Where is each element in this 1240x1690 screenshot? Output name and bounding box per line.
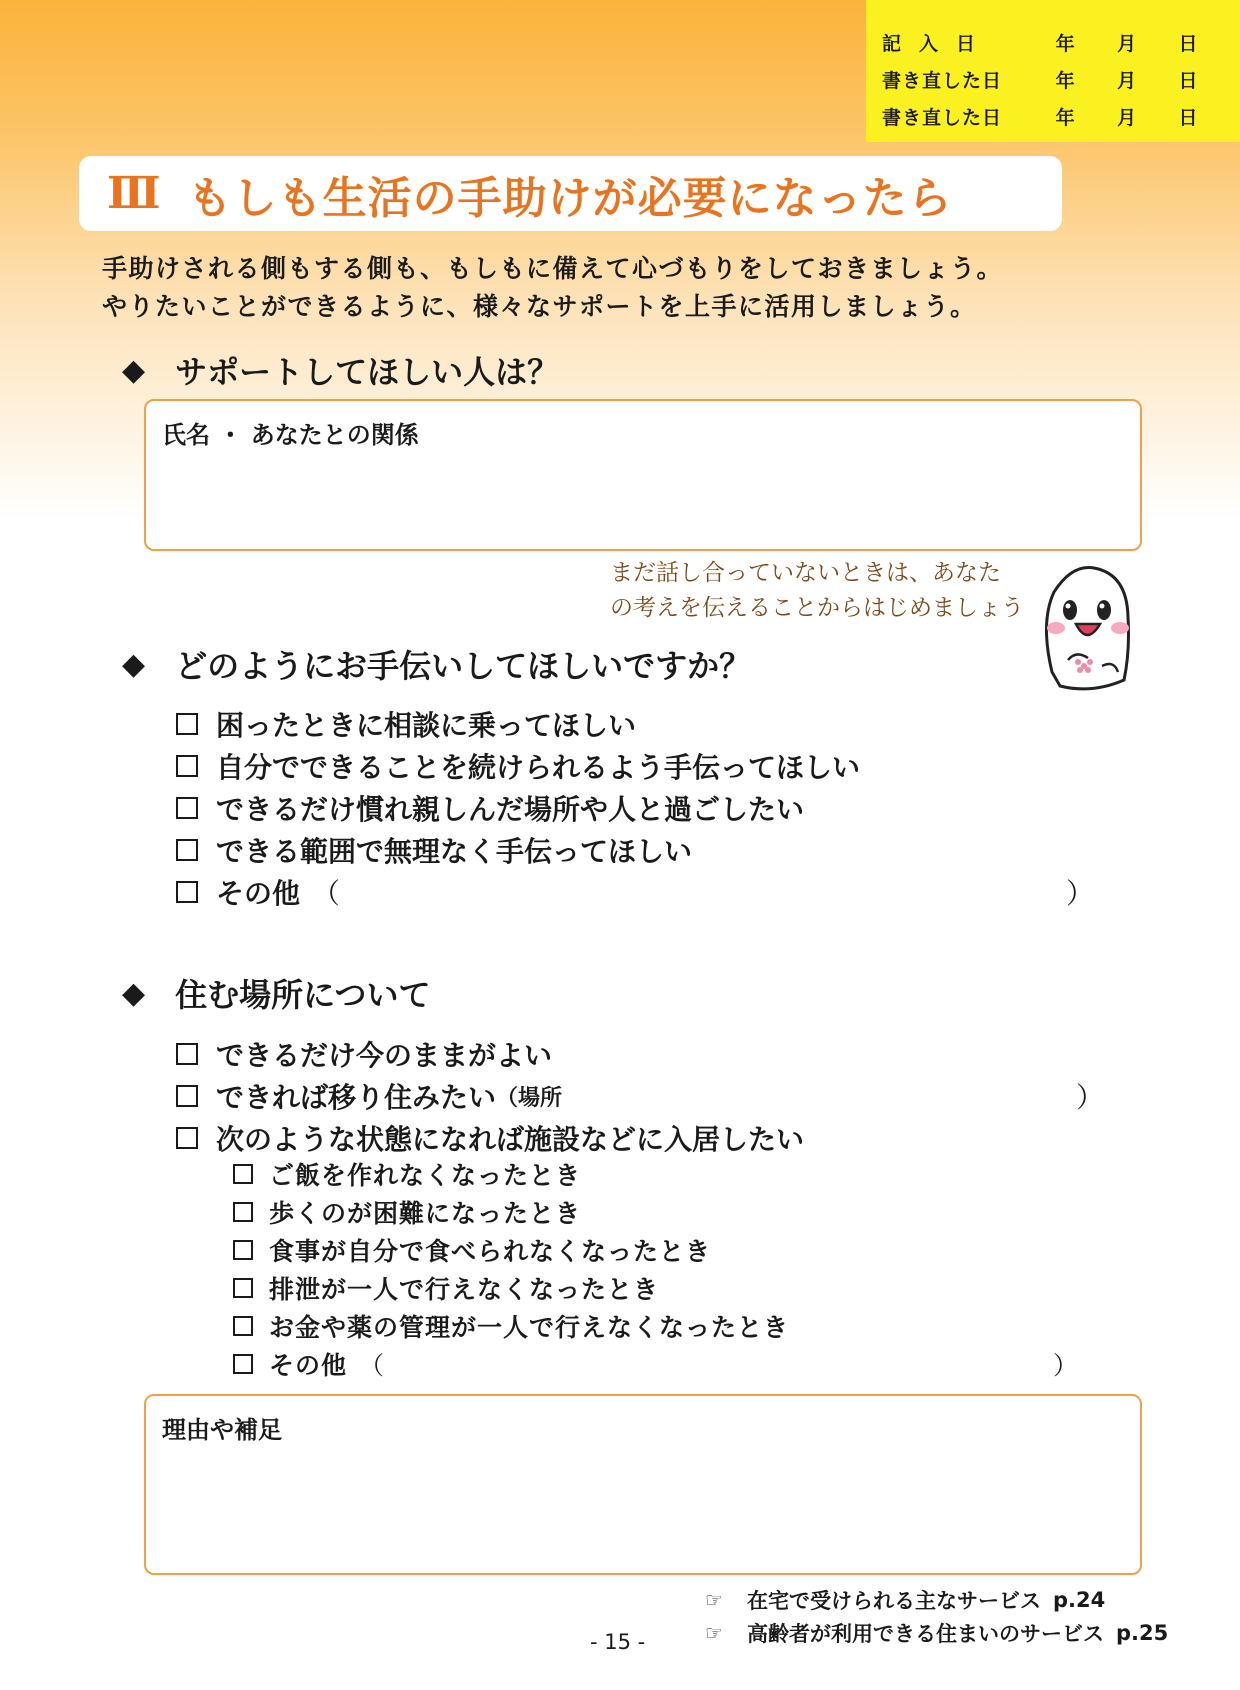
date-entry-box [866, 0, 1240, 142]
field-label: 理由や補足 [162, 1416, 282, 1444]
checkbox[interactable] [176, 713, 198, 735]
option-label: 食事が自分で食べられなくなったとき [269, 1237, 712, 1266]
option-label: ご飯を作れなくなったとき [269, 1161, 582, 1190]
speech-line: まだ話し合っていないときは、あなた [610, 560, 1001, 586]
paren-close: ） [1076, 1081, 1105, 1114]
diamond-bullet-icon: ◆ [122, 975, 146, 1011]
option-label: 自分でできることを続けられるよう手伝ってほしい [216, 751, 861, 784]
day-unit: 日 [1178, 70, 1198, 92]
month-unit: 月 [1117, 70, 1137, 92]
paren-close: ） [1053, 1351, 1080, 1380]
reference-text: 高齢者が利用できる住まいのサービス [747, 1621, 1104, 1646]
paren-open: （ [359, 1351, 386, 1380]
section-heading-help-type [122, 641, 751, 687]
checkbox[interactable] [176, 1127, 198, 1149]
reference-page: p.25 [1116, 1620, 1169, 1645]
date-label: 記入日 [882, 33, 994, 55]
date-row-entry [882, 24, 1240, 61]
checkbox[interactable] [233, 1240, 253, 1260]
pointing-hand-icon: ☞ [705, 1587, 723, 1612]
year-unit: 年 [1055, 70, 1075, 92]
checkbox-option[interactable] [176, 703, 1096, 745]
checkbox-option[interactable] [233, 1231, 1093, 1269]
reference-links [705, 1583, 1168, 1649]
checkbox-option-move[interactable] [176, 1075, 1105, 1117]
mascot-character-icon [1032, 562, 1142, 697]
speech-line: の考えを伝えることからはじめましょう [610, 595, 1024, 621]
section-heading-support-person [122, 347, 559, 393]
option-label: できる範囲で無理なく手伝ってほしい [216, 835, 693, 868]
intro-line: やりたいことができるように、様々なサポートを上手に活用しましょう。 [102, 292, 977, 321]
option-label: できるだけ今のままがよい [216, 1039, 553, 1072]
reference-link[interactable] [705, 1616, 1168, 1649]
field-label: 氏名 ・ あなたとの関係 [162, 421, 419, 449]
checkbox-option[interactable] [233, 1193, 1093, 1231]
year-unit: 年 [1055, 33, 1075, 55]
checkbox[interactable] [176, 1085, 198, 1107]
checkbox-option[interactable] [176, 745, 1096, 787]
checkbox[interactable] [233, 1354, 253, 1374]
page-title [79, 156, 1062, 231]
residence-options [176, 1033, 1105, 1159]
checkbox-option[interactable] [233, 1307, 1093, 1345]
checkbox-option[interactable] [176, 787, 1096, 829]
checkbox[interactable] [233, 1202, 253, 1222]
heading-text: どのようにお手伝いしてほしいですか？ [175, 647, 752, 685]
checkbox[interactable] [176, 839, 198, 861]
checkbox-option[interactable] [176, 1033, 1096, 1075]
option-label: 排泄が一人で行えなくなったとき [269, 1275, 660, 1304]
checkbox[interactable] [176, 881, 198, 903]
option-label: お金や薬の管理が一人で行えなくなったとき [269, 1313, 790, 1342]
support-person-field[interactable] [144, 399, 1142, 551]
place-label: （場所 [496, 1085, 563, 1111]
section-number: Ⅲ [107, 168, 162, 219]
checkbox-option[interactable] [176, 829, 1096, 871]
date-label: 書き直した日 [882, 107, 1003, 129]
option-label: 次のような状態になれば施設などに入居したい [216, 1123, 805, 1156]
option-label: その他 [216, 877, 301, 910]
day-unit: 日 [1178, 107, 1198, 129]
heading-text: サポートしてほしい人は？ [175, 353, 560, 391]
reference-text: 在宅で受けられる主なサービス [747, 1588, 1041, 1613]
reason-notes-field[interactable] [144, 1394, 1142, 1575]
option-label: できれば移り住みたい [216, 1081, 497, 1114]
month-unit: 月 [1117, 33, 1137, 55]
checkbox-option[interactable] [176, 1117, 1096, 1159]
mascot-speech-text [610, 556, 1024, 626]
checkbox[interactable] [233, 1164, 253, 1184]
checkbox[interactable] [176, 755, 198, 777]
pointing-hand-icon: ☞ [705, 1620, 723, 1645]
reference-link[interactable] [705, 1583, 1168, 1616]
checkbox[interactable] [233, 1316, 253, 1336]
title-text: もしも生活の手助けが必要になったら [187, 172, 953, 224]
option-label: できるだけ慣れ親しんだ場所や人と過ごしたい [216, 793, 805, 826]
help-type-options [176, 703, 1096, 913]
checkbox[interactable] [176, 797, 198, 819]
checkbox-option[interactable] [233, 1155, 1093, 1193]
date-row-rewrite-2 [882, 98, 1240, 135]
heading-text: 住む場所について [175, 976, 431, 1014]
paren-close: ） [1066, 877, 1095, 910]
checkbox[interactable] [233, 1278, 253, 1298]
paren-open: （ [312, 877, 341, 910]
option-label: その他 [269, 1351, 348, 1380]
day-unit: 日 [1178, 33, 1198, 55]
diamond-bullet-icon: ◆ [122, 352, 146, 388]
intro-text [102, 250, 1003, 326]
month-unit: 月 [1117, 107, 1137, 129]
option-label: 歩くのが困難になったとき [269, 1199, 582, 1228]
date-label: 書き直した日 [882, 70, 1003, 92]
page-number: - 15 - [590, 1630, 646, 1654]
reference-page: p.24 [1053, 1587, 1106, 1612]
section-heading-residence [122, 970, 430, 1016]
date-row-rewrite-1 [882, 61, 1240, 98]
intro-line: 手助けされる側もする側も、もしもに備えて心づもりをしておきましょう。 [102, 254, 1004, 283]
checkbox-option-other[interactable] [233, 1345, 1093, 1383]
year-unit: 年 [1055, 107, 1075, 129]
checkbox-option-other[interactable] [176, 871, 1096, 913]
checkbox-option[interactable] [233, 1269, 1093, 1307]
option-label: 困ったときに相談に乗ってほしい [216, 709, 637, 742]
checkbox[interactable] [176, 1043, 198, 1065]
facility-condition-options [233, 1155, 1093, 1383]
diamond-bullet-icon: ◆ [122, 646, 146, 682]
